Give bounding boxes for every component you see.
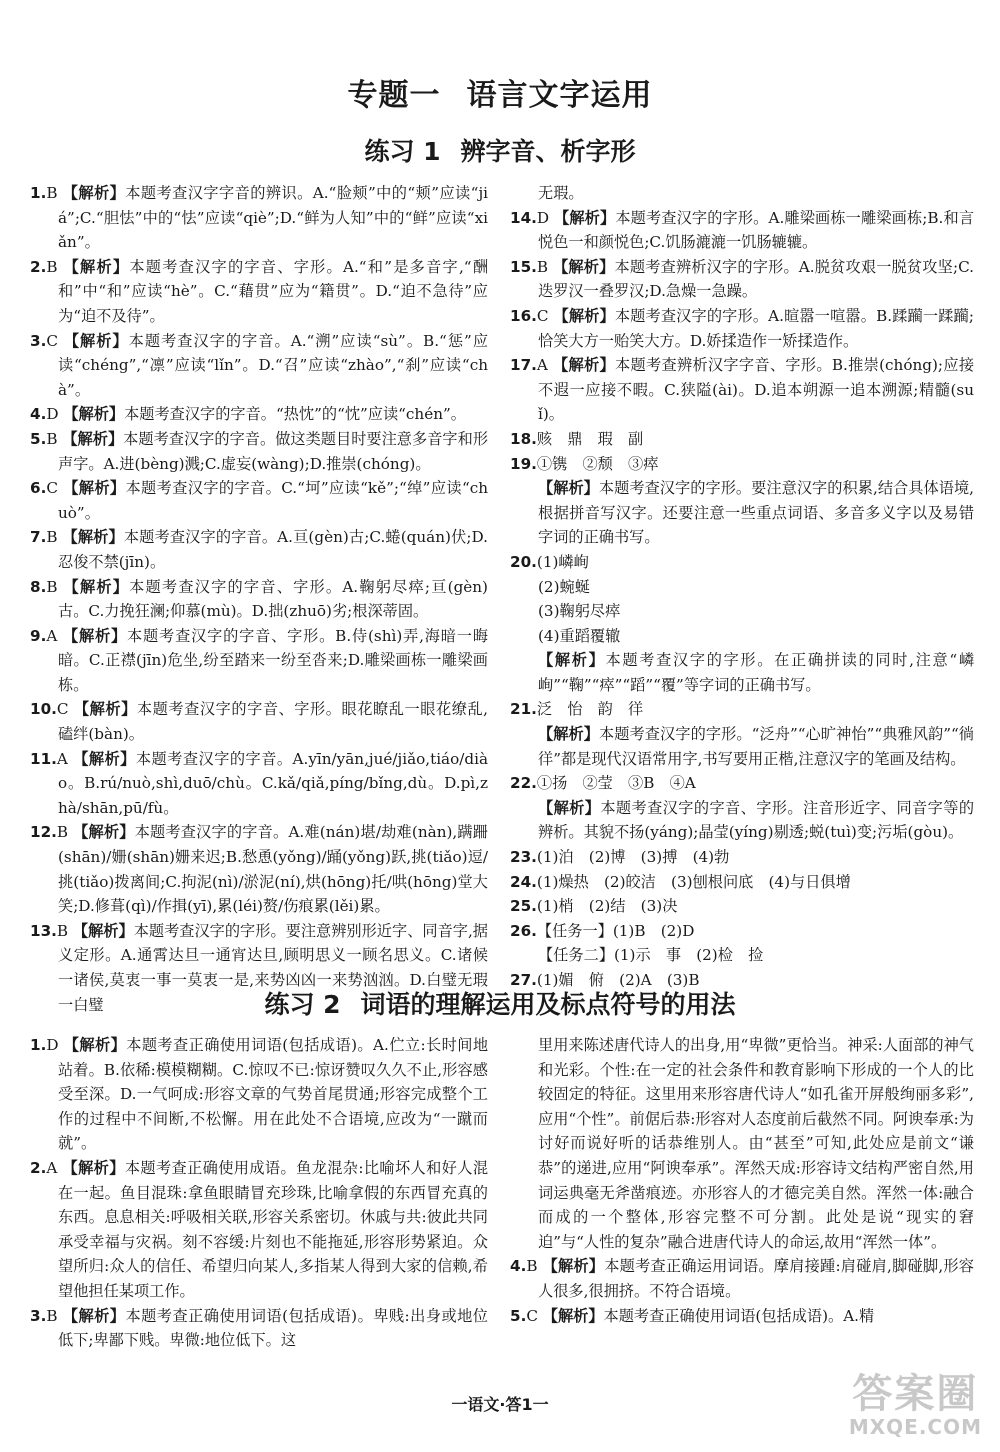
analysis-tag: 【解析】 [553,356,615,375]
item-number: 12. [30,823,57,842]
answer-item [30,255,488,329]
analysis-tag: 【解析】 [73,700,137,719]
answer-continuation [510,796,974,845]
section2-name: 词语的理解运用及标点符号的用法 [360,990,736,1019]
continuation-text: 本题考查汉字的字形。要注意汉字的积累,结合具体语境,根据拼音写汉字。还要注意一些重点词语、多音多义字以及易错字词的正确书写。 [538,479,975,547]
item-answer: B [536,257,554,276]
item-analysis: 本题考查汉字的字音、字形。眼花瞭乱一眼花缭乱,磕绊(bàn)。 [58,700,489,744]
analysis-tag: 【解析】 [62,626,128,645]
answer-item [510,919,974,944]
item-analysis: 本题考查汉字的字音。A.“溯”应读“sù”。B.“惩”应读“chéng”,“凛”应读“lǐn”。D.“召”应读“zhào”,“刹”应读“chà”。 [58,331,489,399]
item-answer: 泛 怡 韵 徉 [536,700,644,719]
section2-right-column [510,1033,974,1328]
item-answer: (1)嶙峋 [536,552,589,571]
item-number: 8. [30,577,47,596]
answer-item [30,329,488,403]
item-answer: B [56,823,74,842]
item-answer: (1)媚 俯 (2)A (3)B [536,971,700,989]
item-answer: ①扬 ②莹 ③B ④A [536,774,696,793]
analysis-tag: 【解析】 [538,479,599,498]
section2-title [0,985,1000,1021]
section2-left-column [30,1033,488,1353]
item-number: 23. [510,848,537,867]
item-analysis: 本题考查汉字的字音、字形。A.“和”是多音字,“酬和”中“和”应读“hè”。C.“藉贯”应为“籍贯”。D.“迫不急待”应为“迫不及待”。 [58,257,489,325]
answer-item [30,1304,488,1353]
analysis-tag: 【解析】 [553,257,615,276]
item-number: 10. [30,700,57,719]
continuation-text: 里用来陈述唐代诗人的出身,用“卑微”更恰当。神采:人面部的神气和光彩。个性:在一定的社会条件和教育影响下形成的一个人的比较固定的特征。这里用来形容唐代诗人“如孔雀开屏般绚丽多彩”,应用“个性”。前倨后恭:形容对人态度前后截然不同。阿谀奉承:为讨好而说好听的话恭维别人。由“甚至”可知,此处应是前文“谦恭”的递进,应用“阿谀奉承”。浑然天成:形容诗文结构严密自然,用词运典毫无斧凿痕迹。亦形容人的才德完美自然。浑然一体:融合而成的一个整体,形容完整不可分割。此处是说“现实的窘迫”与“人性的复杂”融合进唐代诗人的命运,故用“浑然一体”。 [538,1036,974,1251]
answer-item [510,353,974,427]
item-analysis: 本题考查汉字的字音。做这类题目时要注意多音字和形声字。A.进(bèng)溅;C.虚妄(wàng);D.推崇(chóng)。 [58,429,489,473]
item-answer: D [46,1036,64,1054]
item-answer: C [526,1306,543,1325]
watermark-logo-text: 答案圈 [852,1371,979,1417]
analysis-tag: 【解析】 [538,725,600,744]
item-number: 11. [30,749,57,768]
item-number: 7. [30,528,47,547]
section1-title [0,132,1000,168]
analysis-tag: 【解析】 [63,1036,127,1054]
item-answer: B [46,184,63,202]
item-number: 25. [510,897,537,916]
item-number: 19. [510,454,537,473]
item-analysis: 本题考查汉字的字音。“热忱”的“忱”应读“chén”。 [124,405,466,424]
section1-right-column [510,181,974,993]
item-analysis: 本题考查正确使用成语。鱼龙混杂:比喻坏人和好人混在一起。鱼目混珠:拿鱼眼睛冒充珍珠,比喻拿假的东西冒充真的东西。息息相关:呼吸相关联,形容关系密切。休戚与共:彼此共同承受幸福与灾祸。刻不容缓:片刻也不能拖延,形容形势紧迫。众望所归:众人的信任、希望归向某人,多指某人得到大家的信赖,希望他担任某项工作。 [58,1158,489,1300]
analysis-tag: 【解析】 [538,651,606,670]
answer-item [510,206,974,255]
watermark-logo [849,1372,982,1438]
answer-item [30,476,488,525]
answer-item [510,1304,974,1329]
item-number: 2. [30,257,47,276]
item-number: 6. [30,479,47,498]
analysis-tag: 【解析】 [538,798,601,817]
item-answer: B [526,1257,543,1276]
answer-item [30,575,488,624]
item-analysis: 本题考查汉字的字音、字形。B.侍(shì)弄,海暗一晦暗。C.正襟(jīn)危坐,纷至踏来一纷至沓来;D.雕梁画栋一雕梁画栋。 [58,626,489,694]
item-answer: C [536,306,554,325]
item-answer: ①镌 ②颓 ③瘁 [536,454,659,473]
item-answer: B [46,1306,63,1325]
item-number: 4. [510,1257,527,1276]
item-answer: 赅 鼎 瑕 副 [536,429,644,448]
answer-item [30,525,488,574]
analysis-tag: 【解析】 [63,257,130,276]
item-analysis: 本题考查辨析汉字的字形。A.脱贫攻艰一脱贫攻坚;C.迭罗汉一叠罗汉;D.急燥一急躁。 [538,257,975,301]
analysis-tag: 【解析】 [73,749,136,768]
item-analysis: 本题考查汉字的字音。A.yīn/yān,jué/jiǎo,tiáo/diào。B.rú/nuò,shì,duō/chù。C.kǎ/qiǎ,píng/bǐng,dù。D.pì,zhà/shān,pū/fù。 [58,749,488,817]
item-analysis: 本题考查汉字的字形。A.暄嚣一喧嚣。B.蹂躏一蹂躏;恰笑大方一贻笑大方。D.娇揉造作一矫揉造作。 [538,306,974,350]
answer-continuation [510,943,974,968]
answer-continuation [510,575,974,600]
answer-item [510,845,974,870]
continuation-text: 本题考查汉字的字形。“泛舟”“心旷神怡”“典雅风韵”“徜徉”都是现代汉语常用字,书写要用正楷,注意汉字的笔画及结构。 [538,725,974,768]
item-answer: (1)梢 (2)结 (3)决 [536,897,678,916]
answer-item [30,820,488,918]
analysis-tag: 【解析】 [62,429,124,448]
analysis-tag: 【解析】 [73,823,135,842]
answer-continuation [510,648,974,697]
item-number: 24. [510,872,537,891]
item-answer: B [56,921,73,940]
answer-item [510,870,974,895]
answer-item [510,304,974,353]
answer-continuation [510,722,974,771]
analysis-tag: 【解析】 [63,479,126,498]
answer-continuation [510,1033,974,1254]
analysis-tag: 【解析】 [63,577,130,596]
analysis-tag: 【解析】 [62,528,124,547]
item-number: 4. [30,405,47,424]
continuation-text: (3)鞠躬尽瘁 [538,602,621,621]
answer-item [510,550,974,575]
item-answer: C [56,700,74,719]
item-number: 26. [510,921,537,940]
item-number: 14. [510,208,537,227]
item-analysis: 本题考查汉字的字形。要注意辨别形近字、同音字,据义定形。A.通霄达旦一通宵达旦,顾明思义一顾名思义。C.诸候一诸侯,莫衷一事一莫衷一是,来势凶凶一来势汹汹。D.白璧无瑕一白璧 [58,921,488,1014]
answer-item [30,181,488,255]
item-answer: (1)燥热 (2)皎洁 (3)刨根问底 (4)与日俱增 [536,872,851,891]
item-number: 22. [510,774,537,793]
item-analysis: 本题考查辨析汉字字音、字形。B.推崇(chóng);应接不遐一应接不暇。C.狭隘(ài)。D.追本朔源一追本溯源;精髓(suǐ)。 [538,356,975,424]
item-number: 5. [30,429,47,448]
section1-left-column [30,181,488,1017]
chapter-name: 语言文字运用 [466,78,653,113]
item-answer: A [46,626,63,645]
answer-item [30,1156,488,1304]
item-number: 16. [510,306,537,325]
item-number: 20. [510,552,537,571]
analysis-tag: 【解析】 [62,184,126,202]
continuation-text: 无瑕。 [538,184,584,202]
answer-item [510,255,974,304]
section2-number: 练习 2 [264,990,341,1019]
item-analysis: 本题考查正确使用词语(包括成语)。A.伫立:长时间地站着。B.依稀:模模糊糊。C.惊叹不已:惊讶赞叹久久不止,形容感受至深。D.一气呵成:形容文章的气势首尾贯通;形容完成整个工作的过程中不间断,不松懈。用在此处不合语境,应改为“一蹴而就”。 [58,1036,489,1153]
watermark-site-text: MXQE.COM [848,1415,982,1439]
answer-item [30,747,488,821]
answer-item [510,771,974,796]
continuation-text: 本题考查汉字的字音、字形。注音形近字、同音字等的辨析。其貌不扬(yáng);晶莹(yíng)剔透;蜕(tuì)变;污垢(gòu)。 [538,798,975,842]
item-answer: B [46,577,64,596]
answer-item [30,624,488,698]
item-answer: B [46,429,63,448]
item-answer: A [536,356,554,375]
chapter-title [0,70,1000,114]
item-answer: C [46,479,64,498]
analysis-tag: 【解析】 [63,405,125,424]
continuation-text: 【任务二】(1)示 事 (2)检 捡 [538,946,764,965]
item-number: 5. [510,1306,527,1325]
page-footer: 一语文·答1一 [451,1395,549,1414]
answer-item [30,1033,488,1156]
item-answer: D [46,405,64,424]
analysis-tag: 【解析】 [62,1306,126,1325]
continuation-text: (4)重蹈覆辙 [538,626,621,645]
analysis-tag: 【解析】 [62,1158,125,1177]
analysis-tag: 【解析】 [554,208,616,227]
item-number: 15. [510,257,537,276]
item-analysis: 本题考查汉字的字音。A.难(nán)堪/劫难(nàn),蹒跚(shān)/姗(shān)姗来迟;B.愁恿(yǒng)/踊(yǒng)跃,挑(tiǎo)逗/挑(tiǎo)拨离间;C.拘泥(nì)/淤泥(ní),烘(hōng)托/哄(hōng)堂大笑;D.修葺(qì)/作揖(yī),累(léi)赘/伤痕累(lěi)累。 [58,823,488,916]
answer-item [510,452,974,477]
chapter-number: 专题一 [347,78,441,113]
item-number: 3. [30,331,47,350]
continuation-text: 本题考查汉字的字形。在正确拼读的同时,注意“嶙峋”“鞠”“瘁”“蹈”“覆”等字词的正确书写。 [538,651,975,694]
answer-continuation [510,624,974,649]
item-number: 18. [510,429,537,448]
item-analysis: 本题考查汉字的字音。A.亘(gèn)古;C.蜷(quán)伏;D.忍俊不禁(jīn)。 [58,528,489,571]
answer-item [30,697,488,746]
item-answer: 【任务一】(1)B (2)D [536,921,695,940]
item-analysis: 本题考查汉字的字音。C.“坷”应读“kě”;“绰”应读“chuò”。 [58,479,489,522]
answer-continuation [510,599,974,624]
item-answer: D [536,208,555,227]
item-answer: C [46,331,64,350]
item-number: 2. [30,1158,47,1177]
item-analysis: 本题考查正确使用词语(包括成语)。卑贱:出身或地位低下;卑鄙下贱。卑微:地位低下。这 [58,1306,488,1350]
item-number: 1. [30,1036,47,1054]
answer-continuation [510,476,974,550]
answer-continuation [510,181,974,206]
item-answer: A [46,1158,63,1177]
continuation-text: (2)蜿蜒 [538,577,590,596]
item-analysis: 本题考查汉字的字形。A.雕梁画栋一雕梁画栋;B.和言悦色一和颜悦色;C.饥肠漉漉一饥肠辘辘。 [538,208,975,252]
item-analysis: 本题考查正确使用词语(包括成语)。A.精 [603,1306,875,1325]
item-analysis: 本题考查汉字字音的辨识。A.“脸颊”中的“颊”应读“jiá”;C.“胆怯”中的“怯”应读“qiè”;D.“鲜为人知”中的“鲜”应读“xiǎn”。 [58,184,489,252]
answer-item [510,894,974,919]
section1-name: 辨字音、析字形 [460,137,636,166]
item-answer: A [56,749,74,768]
item-answer: (1)泊 (2)博 (3)搏 (4)勃 [536,848,730,867]
answer-item [30,427,488,476]
analysis-tag: 【解析】 [63,331,129,350]
item-number: 3. [30,1306,47,1325]
answer-item [510,427,974,452]
analysis-tag: 【解析】 [542,1306,604,1325]
answer-item [510,1254,974,1303]
item-number: 13. [30,921,57,940]
section1-number: 练习 1 [364,137,441,166]
item-number: 17. [510,356,537,375]
item-number: 9. [30,626,47,645]
item-analysis: 本题考查汉字的字音、字形。A.鞠躬尽瘁;亘(gèn)古。C.力挽狂澜;仰慕(mù)。D.拙(zhuō)劣;根深蒂固。 [58,577,488,621]
item-number: 27. [510,971,537,989]
item-answer: B [46,528,63,547]
item-answer: B [46,257,64,276]
analysis-tag: 【解析】 [542,1257,605,1276]
item-analysis: 本题考查正确运用词语。摩肩接踵:肩碰肩,脚碰脚,形容人很多,很拥挤。不符合语境。 [538,1257,974,1300]
item-number: 1. [30,184,47,202]
analysis-tag: 【解析】 [553,306,615,325]
item-number: 21. [510,700,537,719]
answer-item [510,697,974,722]
analysis-tag: 【解析】 [72,921,134,940]
answer-item [30,402,488,427]
